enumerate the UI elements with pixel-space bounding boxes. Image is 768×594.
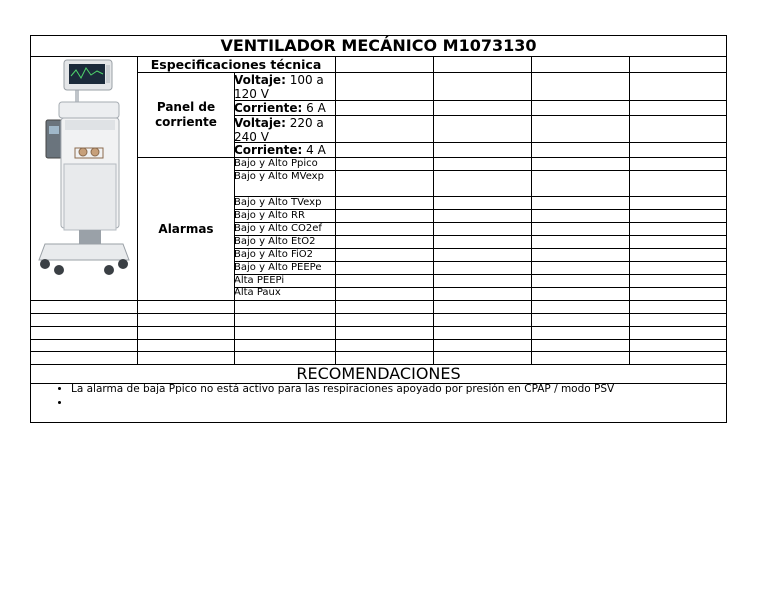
ventilator-spec-sheet xyxy=(30,35,727,423)
grid-line xyxy=(234,261,726,262)
grid-line xyxy=(335,56,336,364)
alarm-item: Bajo y Alto EtO2 xyxy=(234,236,316,247)
grid-line xyxy=(234,287,726,288)
grid-line xyxy=(31,313,726,314)
grid-line xyxy=(234,142,726,143)
ventilator-image xyxy=(31,56,137,300)
grid-line xyxy=(234,196,726,197)
grid-line xyxy=(234,222,726,223)
voltage-cell xyxy=(234,73,334,101)
voltage-cell xyxy=(234,116,334,144)
grid-line xyxy=(234,235,726,236)
alarm-item: Alta Paux xyxy=(234,287,281,298)
alarms-label: Alarmas xyxy=(158,221,214,236)
grid-line xyxy=(31,326,726,327)
alarm-item: Bajo y Alto PEEPe xyxy=(234,262,322,273)
alarm-item: Alta PEEPi xyxy=(234,275,285,286)
list-item xyxy=(71,396,741,410)
grid-line xyxy=(234,170,726,171)
grid-line xyxy=(137,300,138,364)
grid-line xyxy=(31,351,726,352)
specs-header: Especificaciones técnica xyxy=(150,57,322,72)
current-cell xyxy=(234,143,334,157)
current-value: 6 A xyxy=(302,101,326,115)
alarm-item: Bajo y Alto RR xyxy=(234,210,305,221)
alarm-item: Bajo y Alto MVexp xyxy=(234,171,324,182)
voltage-value: 220 a 240 V xyxy=(234,116,324,144)
grid-line xyxy=(137,72,726,73)
grid-line xyxy=(531,56,532,364)
power-panel-label: Panel de corriente xyxy=(155,100,217,129)
current-cell xyxy=(234,101,334,115)
grid-line xyxy=(234,248,726,249)
grid-line xyxy=(433,56,434,364)
sheet-title: VENTILADOR MECÁNICO M1073130 xyxy=(31,36,726,57)
current-label: Corriente: xyxy=(234,143,303,157)
current-label: Corriente: xyxy=(234,101,303,115)
recommendations-title: RECOMENDACIONES xyxy=(296,364,461,383)
recommendations-list xyxy=(49,382,741,410)
ventilator-photo-cell xyxy=(31,56,138,300)
grid-line xyxy=(629,56,630,364)
alarm-item: Bajo y Alto CO2ef xyxy=(234,223,322,234)
grid-line xyxy=(234,72,235,364)
current-value: 4 A xyxy=(302,143,326,157)
grid-line xyxy=(234,274,726,275)
grid-line xyxy=(137,157,726,158)
grid-line xyxy=(31,339,726,340)
list-item: • La alarma de baja Ppico no está activo para las respiraciones apoyado por presión en CPAP / modo PSV xyxy=(71,382,741,396)
alarm-item: Bajo y Alto FiO2 xyxy=(234,249,314,260)
voltage-label: Voltaje: xyxy=(234,116,286,130)
voltage-label: Voltaje: xyxy=(234,73,286,87)
alarm-item: Bajo y Alto TVexp xyxy=(234,197,322,208)
grid-line xyxy=(31,300,726,301)
voltage-value: 100 a 120 V xyxy=(234,73,324,101)
grid-line xyxy=(234,115,726,116)
grid-line xyxy=(234,209,726,210)
grid-line xyxy=(234,100,726,101)
alarm-item: Bajo y Alto Ppico xyxy=(234,158,318,169)
